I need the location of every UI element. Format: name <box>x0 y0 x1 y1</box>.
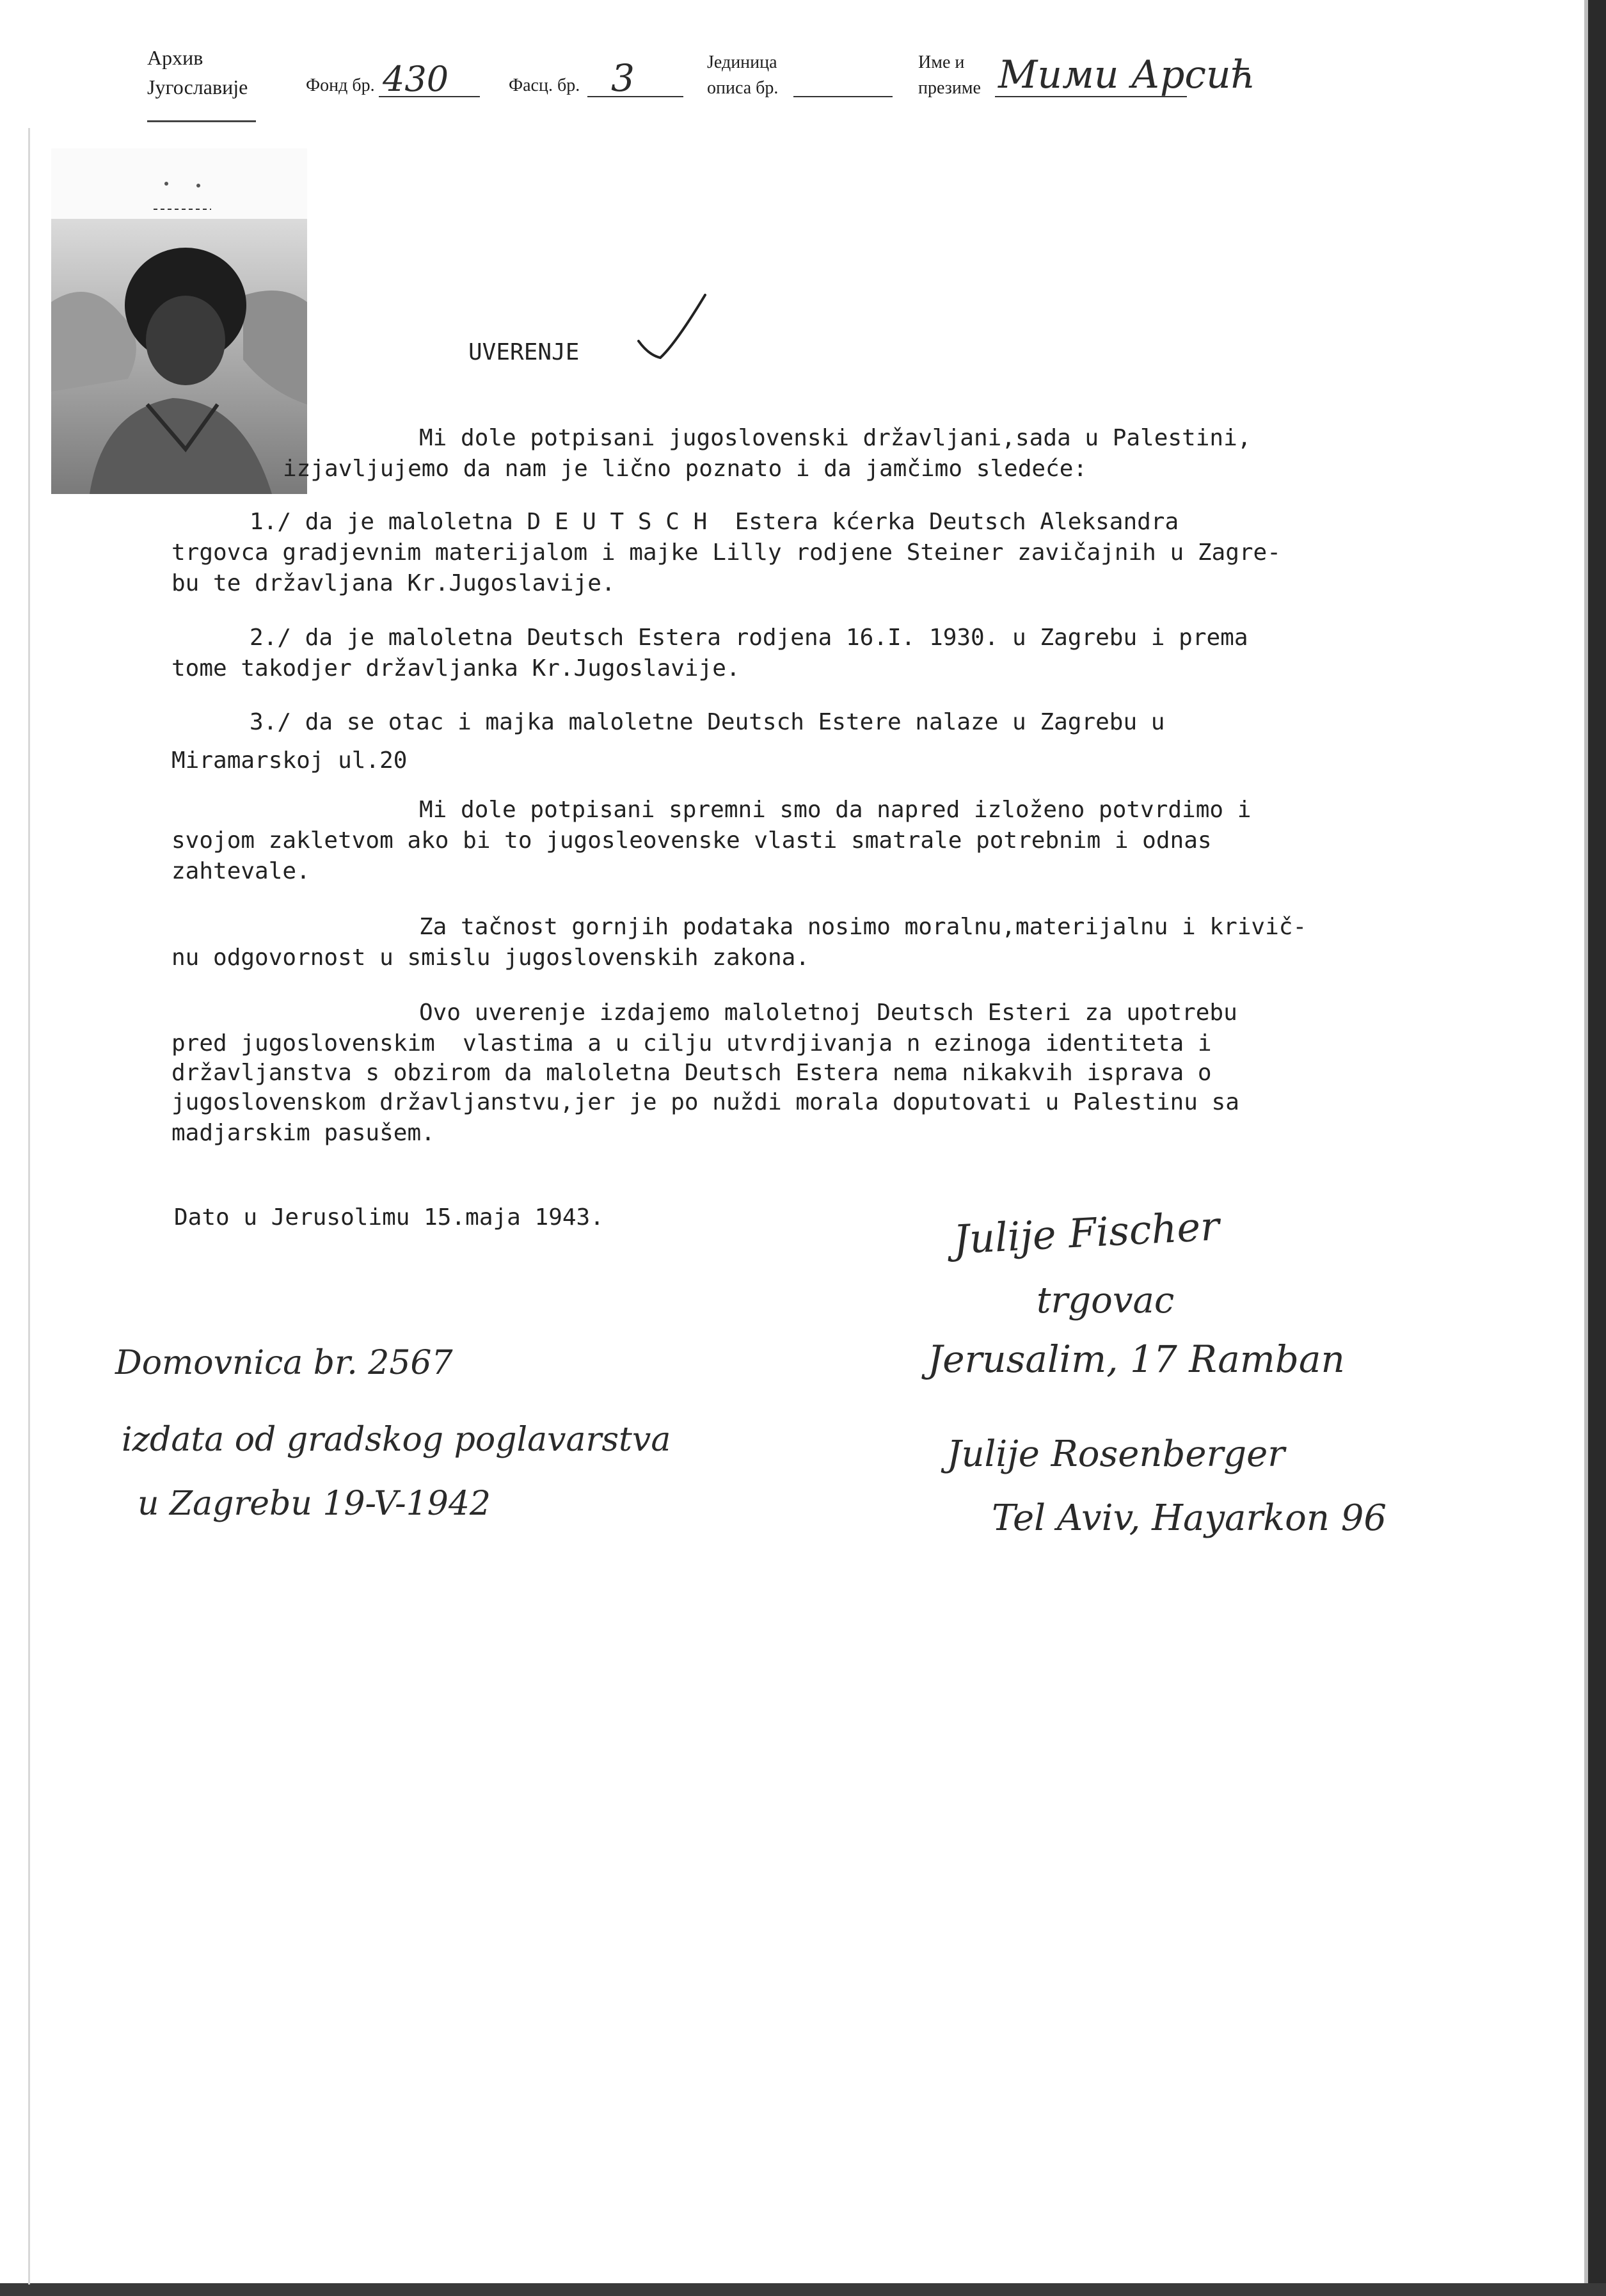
handwritten-note-line2: izdata od gradskog poglavarstva <box>122 1421 671 1459</box>
scan-border-right <box>1588 0 1606 2296</box>
body-line-13: Za tačnost gornjih podataka nosimo moralnu,materijalnu i krivič- <box>419 914 1307 940</box>
body-line-14: nu odgovornost u smislu jugoslovenskih zakona. <box>171 945 809 971</box>
body-line-17: državljanstva s obzirom da maloletna Deutsch Estera nema nikakvih isprava o <box>171 1060 1212 1086</box>
body-line-7: tome takodjer državljanka Kr.Jugoslavije. <box>171 655 740 682</box>
body-line-19: madjarskim pasušem. <box>171 1120 435 1146</box>
checkmark-icon <box>633 291 710 362</box>
handwritten-note-line1: Domovnica br. 2567 <box>115 1344 453 1382</box>
fasc-value: 3 <box>611 56 635 100</box>
body-line-2: izjavljujemo da nam je lično poznato i da jamčimo sledeće: <box>283 456 1088 482</box>
name-label-line1: Име и <box>918 52 965 72</box>
body-line-4: trgovca gradjevnim materijalom i majke Lilly rodjene Steiner zavičajnih u Zagre- <box>171 539 1281 566</box>
body-line-18: jugoslovenskom državljanstvu,jer je po nuždi morala doputovati u Palestinu sa <box>171 1089 1239 1115</box>
fond-value: 430 <box>383 59 449 99</box>
document-title: UVERENJE <box>468 339 580 365</box>
unit-underline <box>793 96 893 97</box>
archive-label-line2: Југославије <box>147 76 248 99</box>
fond-label: Фонд бр. <box>306 76 375 95</box>
scan-edge-left <box>28 128 30 2284</box>
body-line-11: svojom zakletvom ako bi to jugosleovenske vlasti smatrale potrebnim i odnas <box>171 827 1212 854</box>
body-line-10: Mi dole potpisani spremni smo da napred izloženo potvrdimo i <box>419 797 1252 823</box>
signature-2-name: Julije Rosenberger <box>947 1433 1285 1475</box>
handwritten-note-line3: u Zagrebu 19-V-1942 <box>138 1485 491 1523</box>
header-separator <box>147 120 256 122</box>
name-label-line2: презиме <box>918 78 981 98</box>
name-value: Мими Арсић <box>998 52 1256 97</box>
body-line-6: 2./ da je maloletna Deutsch Estera rodjena 16.I. 1930. u Zagrebu i prema <box>250 625 1248 651</box>
signature-2-address: Tel Aviv, Hayarkon 96 <box>992 1497 1387 1539</box>
body-line-15: Ovo uverenje izdajemo maloletnoj Deutsch Esteri za upotrebu <box>419 1000 1237 1026</box>
attached-photograph <box>51 148 307 494</box>
unit-label-line2: описа бр. <box>707 78 779 98</box>
fasc-label: Фасц. бр. <box>509 76 580 95</box>
body-line-9: Miramarskoj ul.20 <box>171 747 408 774</box>
body-line-1: Mi dole potpisani jugoslovenski državljani,sada u Palestini, <box>419 425 1252 451</box>
signature-1-occupation: trgovac <box>1037 1280 1175 1321</box>
body-line-8: 3./ da se otac i majka maloletne Deutsch Estere nalaze u Zagrebu u <box>250 709 1165 735</box>
date-line: Dato u Jerusolimu 15.maja 1943. <box>174 1204 604 1231</box>
scan-border-right-inner <box>1584 0 1588 2296</box>
fasc-underline <box>587 96 683 97</box>
body-line-12: zahtevale. <box>171 858 310 884</box>
body-line-3: 1./ da je maloletna D E U T S C H Estera kćerka Deutsch Aleksandra <box>250 509 1179 535</box>
scan-border-bottom <box>0 2283 1606 2296</box>
archive-label-line1: Архив <box>147 46 203 69</box>
unit-label-line1: Јединица <box>707 52 777 72</box>
signature-1-name: Julije Fischer <box>952 1202 1221 1263</box>
body-line-5: bu te državljana Kr.Jugoslavije. <box>171 570 616 596</box>
body-line-16: pred jugoslovenskim vlastima a u cilju utvrdjivanja n ezinoga identiteta i <box>171 1030 1212 1056</box>
archive-header <box>0 0 1568 122</box>
signature-1-address: Jerusalim, 17 Ramban <box>928 1337 1345 1381</box>
portrait-image <box>51 148 307 494</box>
